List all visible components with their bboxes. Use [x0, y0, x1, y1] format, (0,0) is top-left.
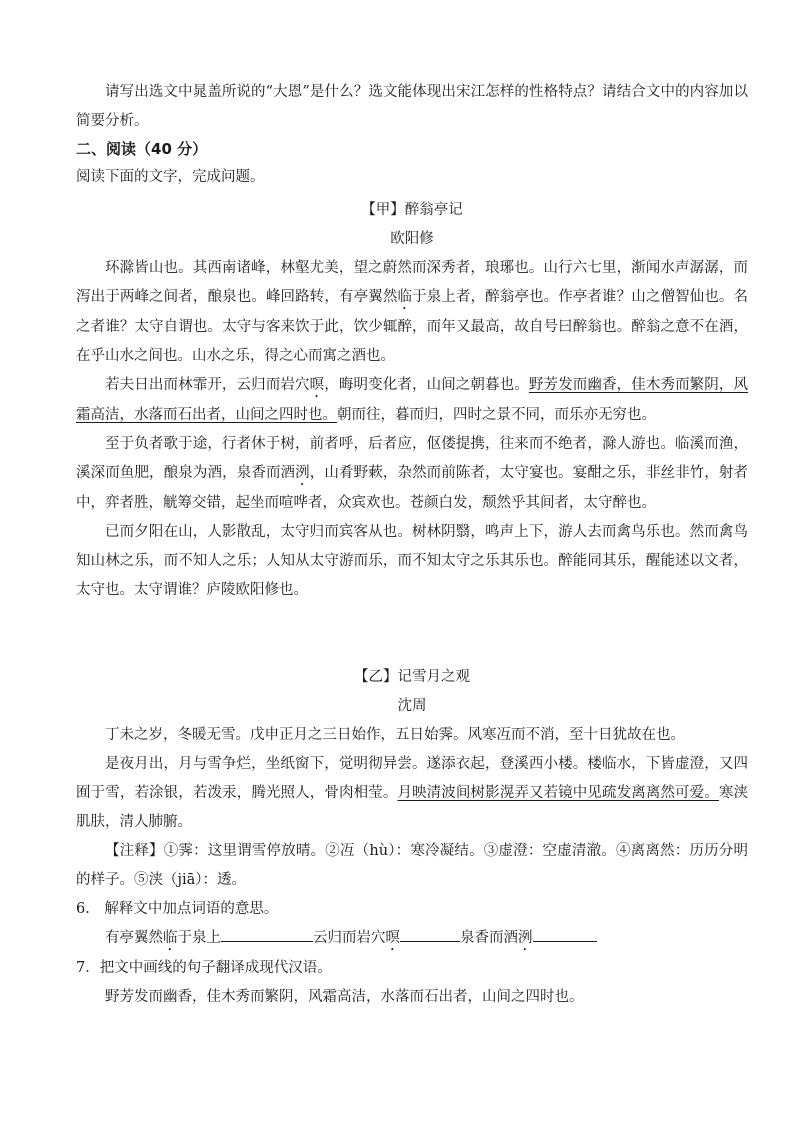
text-a-paragraph-4: 已而夕阳在山，人影散乱，太守归而宾客从也。树林阴翳，鸣声上下，游人去而禽鸟乐也。然而禽鸟知山林之乐，而不知人之乐；人知从太守游而乐，而不知太守之乐其乐也。醉能同其乐，醒能述以文者，太守也。太守谓谁？庐陵欧阳修也。: [76, 524, 748, 598]
section-instruction: 阅读下面的文字，完成问题。: [76, 169, 265, 185]
dotted-word: 临: [397, 289, 413, 305]
dotted-word: 洌: [518, 930, 533, 946]
underlined-sentence: 野芳发而幽香，佳木秀而繁阴，风霜高洁，水落而石出者，山间之四时也。: [76, 377, 749, 423]
question-7-sentence: 野芳发而幽香，佳木秀而繁阴，风霜高洁，水落而石出者，山间之四时也。: [105, 989, 584, 1005]
question-6-items: 有亭翼然临于泉上 云归而岩穴暝 泉香而酒洌: [76, 924, 748, 954]
underlined-sentence: 月映清波间树影滉弄又若镜中见疏发离离然可爱。: [397, 785, 719, 801]
question-line-1: 请写出选文中晁盖所说的“大恩”是什么？选文能体现出宋江怎样的性格特点？请结合文中的内容加: [105, 84, 734, 100]
dotted-word: 暝: [385, 930, 400, 946]
text-a-paragraph-2: 若夫日出而林霏开，云归而岩穴暝，晦明变化者，山间之朝暮也。野芳发而幽香，佳木秀而繁阴，风霜高洁，水落而石出者，山间之四时也。朝而往，暮而归，四时之景不同，而乐亦无穷也。: [76, 377, 749, 423]
question-line-2: 以简要分析。: [76, 84, 748, 129]
question-text: [76, 78, 748, 136]
text-b-title: 【乙】记雪月之观: [354, 669, 470, 685]
dotted-word: 洌: [295, 465, 310, 481]
text-b-paragraph-2: 是夜月出，月与雪争烂，坐纸窗下，觉明彻异尝。遂添衣起，登溪西小楼。楼临水，下皆虚澄，又四囿于雪，若涂银，若泼汞，腾光照人，骨肉相莹。月映清波间树影滉弄又若镜中见疏发离离然可爱。寒浃肌肤，清人肺腑。: [76, 756, 749, 830]
text-a-title: 【甲】醉翁亭记: [361, 202, 463, 218]
text-b-paragraph-1: 丁未之岁，冬暖无雪。戊申正月之三日始作，五日始霁。风寒冱而不消，至十日犹故在也。: [105, 727, 685, 743]
text-a-paragraph-3: 至于负者歌于途，行者休于树，前者呼，后者应，伛偻提携，往来而不绝者，滁人游也。临溪而渔，溪深而鱼肥，酿泉为酒，泉香而酒洌，山肴野蔌，杂然而前陈者，太守宴也。宴酣之乐，非丝非竹，射者中，弈者胜，觥筹交错，起坐而喧哗者，众宾欢也。苍颜白发，颓然乎其间者，太守醉也。: [76, 436, 749, 511]
answer-blank[interactable]: [533, 927, 597, 942]
dotted-word: 临: [163, 930, 178, 946]
section-heading: 二、阅读（40 分）: [76, 140, 208, 158]
text-a-paragraph-1: 环滁皆山也。其西南诸峰，林壑尤美，望之蔚然而深秀者，琅琊也。山行六七里，渐闻水声潺潺，而泻出于两峰之间者，酿泉也。峰回路转，有亭翼然临于泉上者，醉翁亭也。作亭者谁？山之僧智仙也。名之者谁？太守自谓也。太守与客来饮于此，饮少辄醉，而年又最高，故自号曰醉翁也。醉翁之意不在酒，在乎山水之间也。山水之乐，得之心而寓之酒也。: [76, 260, 749, 364]
document-page: [76, 78, 748, 1012]
annotation-notes: 【注释】①霁：这里谓雪停放晴。②冱（hù）：寒冷凝结。③虚澄：空虚清澈。④离离然：历历分明的样子。⑤浃（jiā）：透。: [76, 843, 748, 888]
text-a-author: 欧阳修: [390, 231, 434, 247]
text-b-author: 沈周: [397, 698, 427, 714]
question-6-label: 6. 解释文中加点词语的意思。: [76, 901, 279, 917]
question-7-label: 7．把文中画线的句子翻译成现代汉语。: [76, 960, 332, 976]
answer-blank[interactable]: [400, 927, 460, 942]
dotted-word: 暝: [309, 377, 325, 393]
answer-blank[interactable]: [221, 927, 313, 942]
